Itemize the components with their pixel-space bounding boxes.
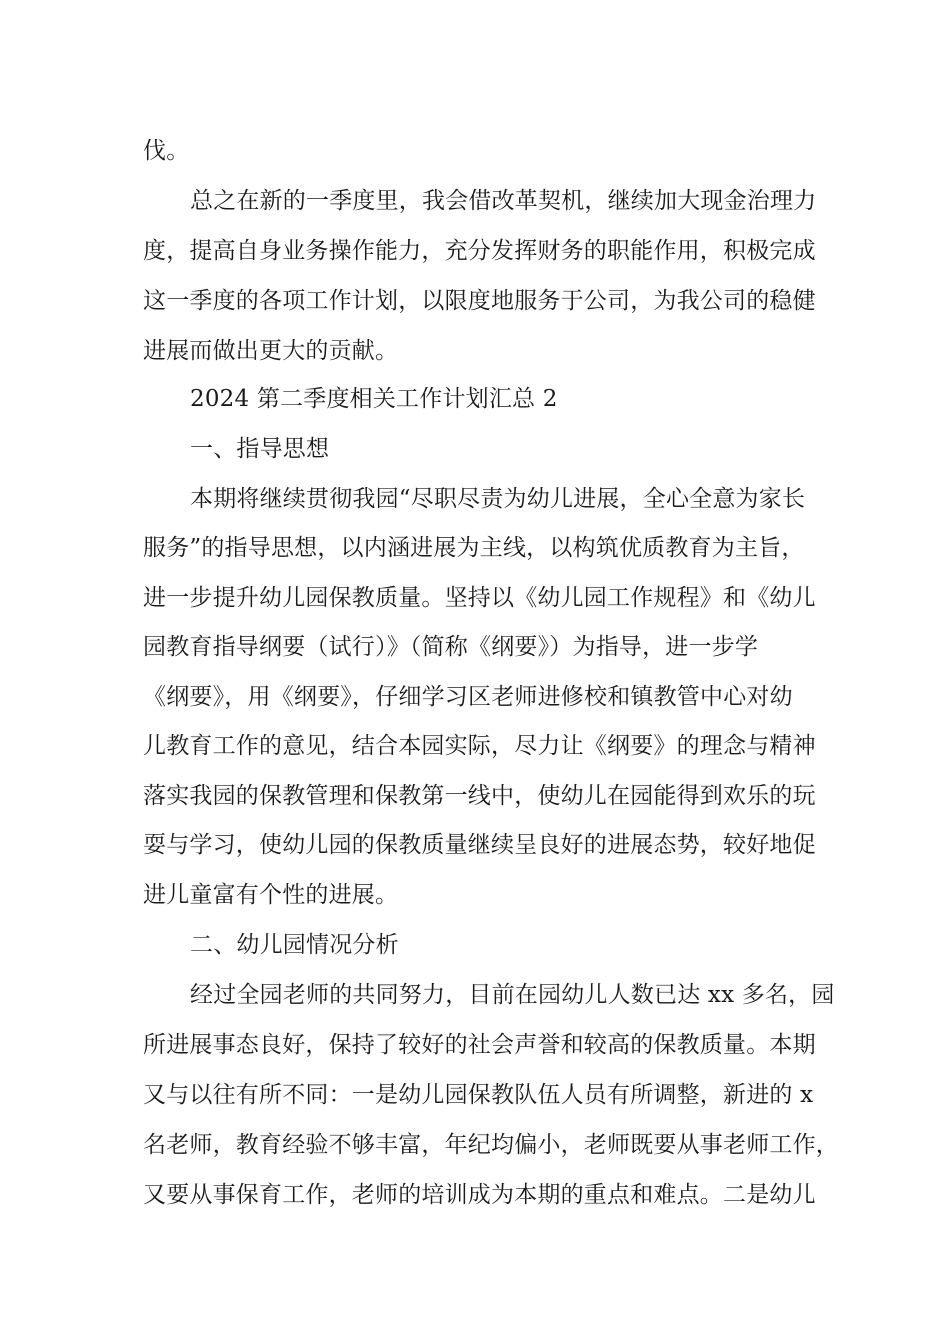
paragraph-line: 又要从事保育工作，老师的培训成为本期的重点和难点。二是幼儿 <box>143 1182 816 1208</box>
paragraph-line: 这一季度的各项工作计划，以限度地服务于公司，为我公司的稳健 <box>143 288 816 314</box>
paragraph-line: 进儿童富有个性的进展。 <box>143 882 399 908</box>
paragraph-line: 名老师，教育经验不够丰富，年纪均偏小，老师既要从事老师工作， <box>143 1132 839 1158</box>
paragraph-line: 所进展事态良好，保持了较好的社会声誉和较高的保教质量。本期 <box>143 1032 816 1058</box>
paragraph-line: 本期将继续贯彻我园“尽职尽责为幼儿进展，全心全意为家长 <box>190 486 806 512</box>
paragraph-line: 儿教育工作的意见，结合本园实际，尽力让《纲要》的理念与精神 <box>143 733 816 759</box>
paragraph-line: 伐。 <box>143 138 190 164</box>
paragraph-line: 服务”的指导思想，以内涵进展为主线，以构筑优质教育为主旨， <box>143 535 805 561</box>
paragraph-line: 总之在新的一季度里，我会借改革契机，继续加大现金治理力 <box>190 188 817 214</box>
section-heading: 二、幼儿园情况分析 <box>190 932 399 958</box>
paragraph-line: 耍与学习，使幼儿园的保教质量继续呈良好的进展态势，较好地促 <box>143 832 816 858</box>
paragraph-line: 进一步提升幼儿园保教质量。坚持以《幼儿园工作规程》和《幼儿 <box>143 585 816 611</box>
paragraph-line: 经过全园老师的共同努力，目前在园幼儿人数已达 xx 多名，园 <box>190 982 835 1008</box>
section-heading: 一、指导思想 <box>190 436 330 462</box>
paragraph-line: 园教育指导纲要（试行）》（简称《纲要》）为指导，进一步学 <box>143 634 759 660</box>
section-title: 2024 第二季度相关工作计划汇总 2 <box>190 386 558 412</box>
paragraph-line: 进展而做出更大的贡献。 <box>143 338 399 364</box>
paragraph-line: 又与以往有所不同：一是幼儿园保教队伍人员有所调整，新进的 x <box>143 1082 814 1108</box>
paragraph-line: 度，提高自身业务操作能力，充分发挥财务的职能作用，积极完成 <box>143 238 816 264</box>
paragraph-line: 《纲要》，用《纲要》，仔细学习区老师进修校和镇教管中心对幼 <box>143 684 793 710</box>
paragraph-line: 落实我园的保教管理和保教第一线中，使幼儿在园能得到欢乐的玩 <box>143 783 816 809</box>
